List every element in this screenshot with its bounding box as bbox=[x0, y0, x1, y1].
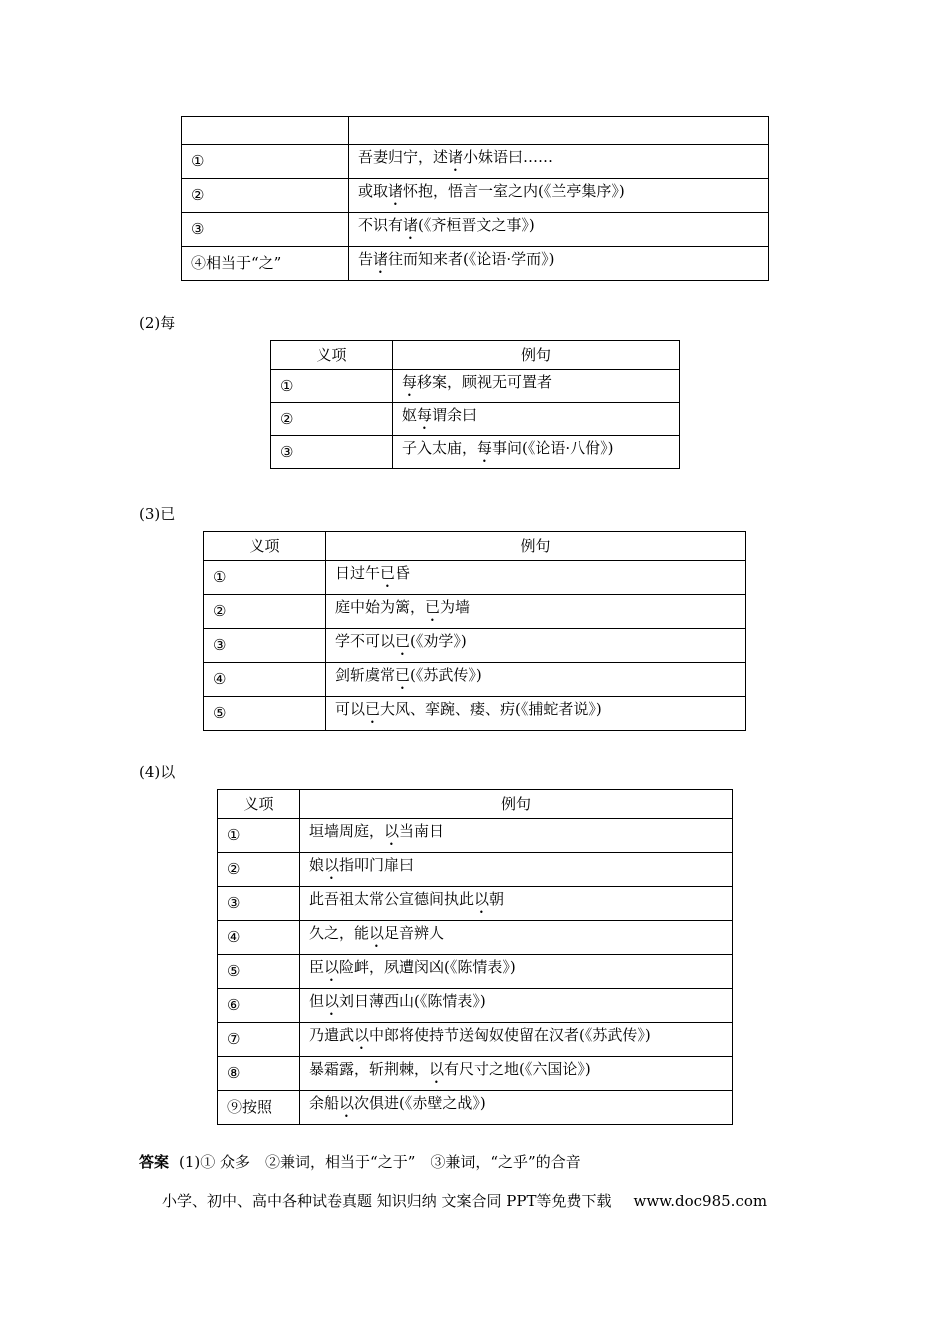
footer-url[interactable]: www.doc985.com bbox=[633, 1192, 768, 1210]
sense-cell: ④ bbox=[218, 921, 300, 955]
footer-text: 小学、初中、高中各种试卷真题 知识归纳 文案合同 PPT等免费下载 bbox=[162, 1192, 612, 1210]
sense-cell: ⑦ bbox=[218, 1023, 300, 1057]
sense-cell: ④相当于“之” bbox=[182, 247, 349, 281]
table-row bbox=[182, 213, 769, 247]
example-text: 日过午 bbox=[335, 564, 381, 582]
emphasized-character: 以 bbox=[339, 1094, 355, 1112]
sense-cell: ⑨按照 bbox=[218, 1091, 300, 1125]
example-cell bbox=[300, 989, 733, 1023]
example-cell bbox=[393, 370, 680, 403]
table-row bbox=[218, 853, 733, 887]
sense-header: 义项 bbox=[204, 532, 326, 561]
sense-header: 义项 bbox=[218, 790, 300, 819]
table-row bbox=[218, 921, 733, 955]
example-text: 学不可以 bbox=[335, 632, 396, 650]
example-text: 小妹语曰…… bbox=[463, 148, 554, 166]
example-text: 垣墙周庭， bbox=[309, 822, 385, 840]
emphasized-character: 以 bbox=[324, 958, 340, 976]
example-text: 乃遣武 bbox=[309, 1026, 355, 1044]
example-text: 次俱进(《赤壁之战》) bbox=[354, 1094, 486, 1112]
example-cell bbox=[326, 561, 746, 595]
sense-cell: ① bbox=[182, 145, 349, 179]
footer bbox=[162, 1191, 767, 1211]
example-text: 大风、挛踠、瘘、疠(《捕蛇者说》) bbox=[380, 700, 602, 718]
example-text: 妪 bbox=[402, 405, 418, 424]
emphasized-character: 每 bbox=[417, 405, 433, 424]
table-header-row bbox=[182, 117, 769, 145]
sense-cell: ③ bbox=[271, 436, 393, 469]
example-text: 有尺寸之地(《六国论》) bbox=[444, 1060, 591, 1078]
emphasized-character: 诸 bbox=[403, 216, 419, 234]
example-text: 久之，能 bbox=[309, 924, 370, 942]
table-row bbox=[204, 629, 746, 663]
table-row bbox=[218, 819, 733, 853]
emphasized-character: 诸 bbox=[448, 148, 464, 166]
section-title-mei: (2)每 bbox=[139, 314, 176, 332]
example-cell bbox=[349, 213, 769, 247]
sense-cell: ② bbox=[218, 853, 300, 887]
emphasized-character: 已 bbox=[425, 598, 441, 616]
sense-cell: ② bbox=[204, 595, 326, 629]
example-cell bbox=[326, 663, 746, 697]
example-text: 臣 bbox=[309, 958, 325, 976]
table-row bbox=[218, 1057, 733, 1091]
example-cell bbox=[326, 629, 746, 663]
example-text: 谓余曰 bbox=[432, 405, 478, 424]
example-text: 移案，顾视无可置者 bbox=[417, 372, 553, 391]
emphasized-character: 以 bbox=[384, 822, 400, 840]
example-text: 余船 bbox=[309, 1094, 340, 1112]
example-text: 此吾祖太常公宣德间执此 bbox=[309, 890, 475, 908]
emphasized-character: 每 bbox=[402, 372, 418, 391]
example-text: 庭中始为篱， bbox=[335, 598, 426, 616]
example-cell bbox=[300, 1057, 733, 1091]
sense-header bbox=[182, 117, 349, 145]
sense-cell: ⑤ bbox=[218, 955, 300, 989]
example-text: 告 bbox=[358, 250, 374, 268]
example-cell bbox=[326, 697, 746, 731]
example-text: 险衅，夙遭闵凶(《陈情表》) bbox=[339, 958, 516, 976]
emphasized-character: 以 bbox=[354, 1026, 370, 1044]
example-cell bbox=[326, 595, 746, 629]
sense-header: 义项 bbox=[271, 341, 393, 370]
example-text: 往而知来者(《论语·学而》) bbox=[388, 250, 555, 268]
table-row bbox=[182, 145, 769, 179]
table-row bbox=[271, 403, 680, 436]
sense-cell: ② bbox=[271, 403, 393, 436]
table-row bbox=[204, 697, 746, 731]
table-row bbox=[218, 989, 733, 1023]
sense-cell: ③ bbox=[204, 629, 326, 663]
example-text: 足音辨人 bbox=[384, 924, 445, 942]
table-row bbox=[271, 370, 680, 403]
example-cell bbox=[393, 403, 680, 436]
example-text: 娘 bbox=[309, 856, 325, 874]
answer-line bbox=[139, 1152, 581, 1172]
emphasized-character: 已 bbox=[380, 564, 396, 582]
example-text: 怀抱，悟言一室之内(《兰亭集序》) bbox=[403, 182, 625, 200]
emphasized-character: 已 bbox=[395, 632, 411, 650]
table-header-row bbox=[218, 790, 733, 819]
example-text: (《苏武传》) bbox=[410, 666, 482, 684]
table-header-row bbox=[271, 341, 680, 370]
section-title-yi: (3)已 bbox=[139, 505, 176, 523]
example-text: 吾妻归宁，述 bbox=[358, 148, 449, 166]
example-text: 或取 bbox=[358, 182, 389, 200]
section-title-yi-by: (4)以 bbox=[139, 763, 176, 781]
table-yi-already bbox=[203, 531, 746, 731]
table-header-row bbox=[204, 532, 746, 561]
example-text: 事问(《论语·八佾》) bbox=[492, 438, 614, 457]
answer-label: 答案 bbox=[139, 1153, 170, 1171]
table-row bbox=[204, 663, 746, 697]
table-yi-by bbox=[217, 789, 733, 1125]
table-zhu bbox=[181, 116, 769, 281]
sense-cell: ① bbox=[204, 561, 326, 595]
example-cell bbox=[300, 1023, 733, 1057]
emphasized-character: 诸 bbox=[388, 182, 404, 200]
example-cell bbox=[300, 819, 733, 853]
example-text: 昏 bbox=[395, 564, 411, 582]
emphasized-character: 以 bbox=[474, 890, 490, 908]
table-row bbox=[182, 179, 769, 213]
sense-cell: ⑧ bbox=[218, 1057, 300, 1091]
example-text: 暴霜露，斩荆棘， bbox=[309, 1060, 430, 1078]
example-text: 中郎将使持节送匈奴使留在汉者(《苏武传》) bbox=[369, 1026, 651, 1044]
emphasized-character: 以 bbox=[324, 992, 340, 1010]
example-cell bbox=[349, 179, 769, 213]
emphasized-character: 以 bbox=[324, 856, 340, 874]
table-row bbox=[182, 247, 769, 281]
example-cell bbox=[393, 436, 680, 469]
sense-cell: ⑤ bbox=[204, 697, 326, 731]
example-cell bbox=[300, 1091, 733, 1125]
example-text: 当南日 bbox=[399, 822, 445, 840]
emphasized-character: 以 bbox=[369, 924, 385, 942]
sense-cell: ④ bbox=[204, 663, 326, 697]
example-text: 子入太庙， bbox=[402, 438, 478, 457]
example-cell bbox=[349, 145, 769, 179]
example-header: 例句 bbox=[326, 532, 746, 561]
emphasized-character: 每 bbox=[477, 438, 493, 457]
example-cell bbox=[300, 921, 733, 955]
example-text: 但 bbox=[309, 992, 325, 1010]
example-cell bbox=[300, 853, 733, 887]
emphasized-character: 以 bbox=[429, 1060, 445, 1078]
emphasized-character: 诸 bbox=[373, 250, 389, 268]
table-row bbox=[218, 955, 733, 989]
sense-cell: ③ bbox=[182, 213, 349, 247]
example-header bbox=[349, 117, 769, 145]
example-text: 朝 bbox=[489, 890, 505, 908]
example-cell bbox=[300, 955, 733, 989]
example-text: 剑斩虞常 bbox=[335, 666, 396, 684]
table-mei bbox=[270, 340, 680, 469]
example-text: 指叩门扉曰 bbox=[339, 856, 415, 874]
table-row bbox=[218, 1023, 733, 1057]
example-text: 刘日薄西山(《陈情表》) bbox=[339, 992, 486, 1010]
table-row bbox=[271, 436, 680, 469]
sense-cell: ① bbox=[218, 819, 300, 853]
sense-cell: ① bbox=[271, 370, 393, 403]
table-row bbox=[218, 1091, 733, 1125]
emphasized-character: 已 bbox=[365, 700, 381, 718]
example-text: 不识有 bbox=[358, 216, 404, 234]
example-text: (《齐桓晋文之事》) bbox=[418, 216, 535, 234]
answer-text: (1)① 众多 ②兼词，相当于“之于” ③兼词，“之乎”的合音 bbox=[179, 1153, 581, 1171]
table-row bbox=[204, 561, 746, 595]
emphasized-character: 已 bbox=[395, 666, 411, 684]
table-row bbox=[204, 595, 746, 629]
table-row bbox=[218, 887, 733, 921]
example-text: 为墙 bbox=[440, 598, 471, 616]
sense-cell: ② bbox=[182, 179, 349, 213]
example-text: 可以 bbox=[335, 700, 366, 718]
sense-cell: ③ bbox=[218, 887, 300, 921]
example-cell bbox=[349, 247, 769, 281]
example-cell bbox=[300, 887, 733, 921]
example-header: 例句 bbox=[300, 790, 733, 819]
example-text: (《劝学》) bbox=[410, 632, 467, 650]
sense-cell: ⑥ bbox=[218, 989, 300, 1023]
example-header: 例句 bbox=[393, 341, 680, 370]
